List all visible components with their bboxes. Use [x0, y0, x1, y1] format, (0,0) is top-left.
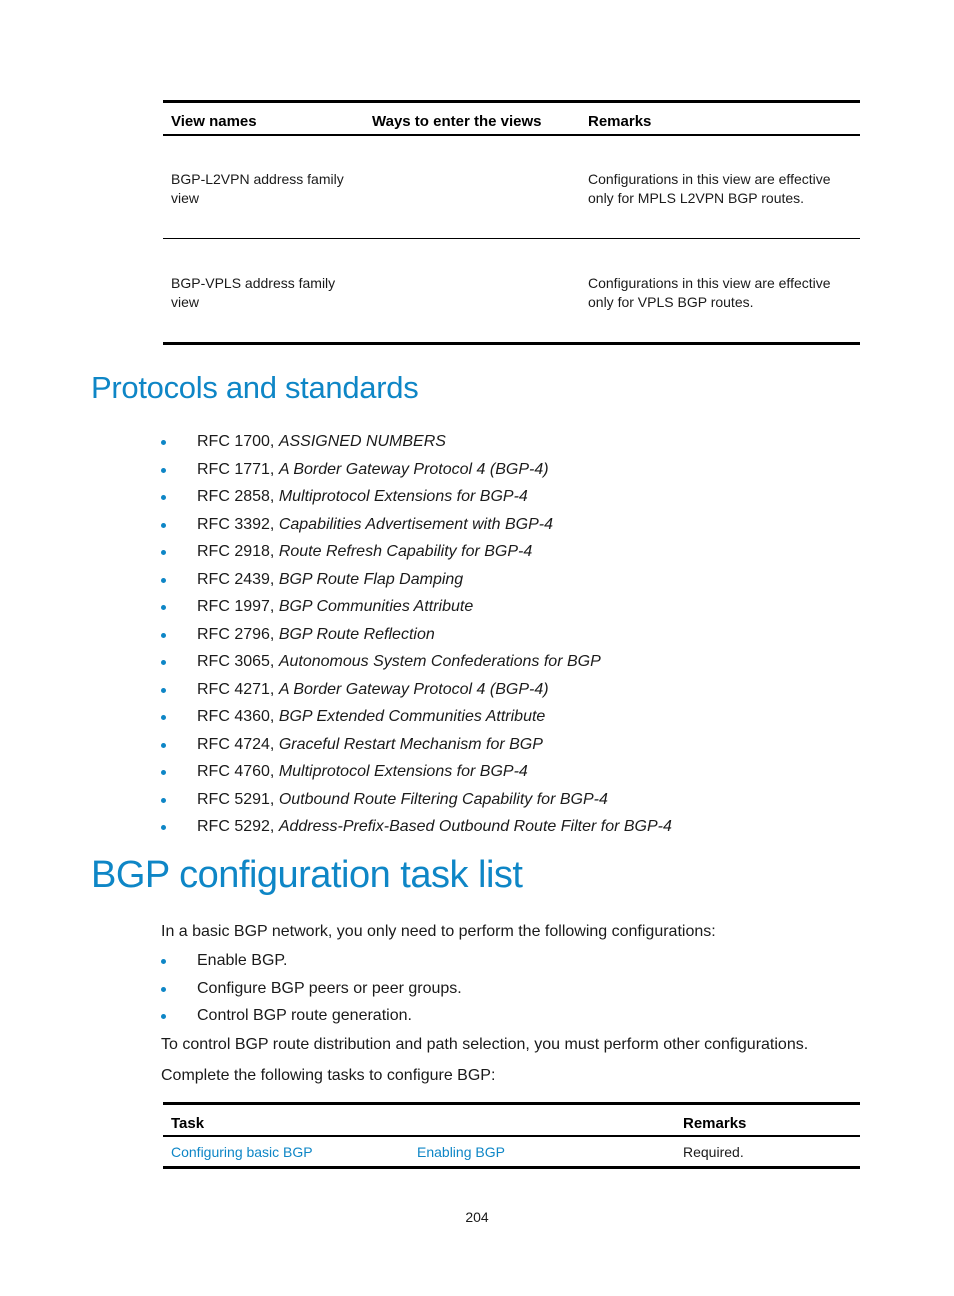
list-item [161, 570, 672, 598]
bullet-icon [161, 440, 166, 445]
rfc-number: RFC 2918, [197, 543, 279, 560]
rfc-title: BGP Extended Communities Attribute [278, 708, 546, 725]
list-item [161, 790, 672, 818]
bullet-icon [161, 550, 166, 555]
bullet-icon [161, 959, 166, 964]
list-item [161, 597, 672, 625]
table-cell-remarks: Required. [683, 1144, 744, 1160]
bullet-icon [161, 798, 166, 803]
header-remarks: Remarks [588, 113, 652, 130]
list-item-text: Control BGP route generation. [197, 1007, 412, 1024]
page-number: 204 [465, 1209, 489, 1225]
list-item [161, 680, 672, 708]
protocols-heading: Protocols and standards [91, 370, 419, 405]
bullet-icon [161, 468, 166, 473]
table-top-rule [163, 1102, 860, 1105]
table-bottom-rule [163, 342, 860, 345]
list-item [161, 1006, 462, 1034]
list-item [161, 487, 672, 515]
list-item [161, 515, 672, 543]
list-item-text: Enable BGP. [197, 952, 288, 969]
rfc-number: RFC 2439, [197, 570, 279, 588]
rfc-number: RFC 2796, [197, 625, 279, 643]
rfc-number: RFC 4271, [197, 680, 279, 698]
header-rule [163, 1135, 860, 1137]
bullet-icon [161, 523, 166, 528]
rfc-title: Graceful Restart Mechanism for BGP [278, 735, 543, 753]
bullet-icon [161, 987, 166, 992]
bullet-icon [161, 495, 166, 500]
link-configuring-basic-bgp[interactable]: Configuring basic BGP [171, 1144, 313, 1160]
rfc-number: RFC 3392, [197, 515, 279, 533]
bullet-icon [161, 1014, 166, 1019]
rfc-number: RFC 1771, [197, 460, 279, 478]
rfc-title: A Border Gateway Protocol 4 (BGP-4) [278, 460, 549, 478]
rfc-title: A Border Gateway Protocol 4 (BGP-4) [278, 680, 549, 698]
rfc-title: Route Refresh Capability for BGP-4 [278, 543, 533, 560]
bullet-icon [161, 578, 166, 583]
list-item [161, 735, 672, 763]
list-item [161, 652, 672, 680]
body-paragraph: To control BGP route distribution and path selection, you must perform other configurations. [161, 1036, 809, 1053]
list-item [161, 625, 672, 653]
rfc-title: Multiprotocol Extensions for BGP-4 [278, 763, 528, 780]
rfc-number: RFC 5291, [197, 790, 279, 808]
header-remarks: Remarks [683, 1115, 747, 1132]
intro-paragraph: In a basic BGP network, you only need to perform the following configurations: [161, 923, 716, 940]
rfc-number: RFC 2858, [197, 488, 279, 505]
rfc-number: RFC 5292, [197, 818, 279, 835]
header-rule [163, 134, 860, 136]
rfc-number: RFC 4760, [197, 763, 279, 780]
link-enabling-bgp[interactable]: Enabling BGP [417, 1144, 505, 1160]
header-ways: Ways to enter the views [372, 113, 542, 130]
rfc-title: Autonomous System Confederations for BGP [278, 653, 601, 670]
rfc-title: BGP Communities Attribute [278, 598, 474, 615]
bullet-icon [161, 688, 166, 693]
body-paragraph: Complete the following tasks to configure BGP: [161, 1067, 496, 1084]
list-item [161, 460, 672, 488]
list-item [161, 762, 672, 790]
list-item [161, 951, 462, 979]
task-list-heading: BGP configuration task list [91, 854, 523, 896]
list-item [161, 542, 672, 570]
list-item [161, 979, 462, 1007]
list-item [161, 432, 672, 460]
bullet-icon [161, 715, 166, 720]
rfc-number: RFC 4360, [197, 708, 279, 725]
bullet-icon [161, 660, 166, 665]
rfc-title: ASSIGNED NUMBERS [278, 433, 446, 450]
rfc-title: BGP Route Flap Damping [278, 570, 464, 588]
basic-config-list [161, 951, 462, 1034]
rfc-title: Multiprotocol Extensions for BGP-4 [278, 488, 528, 505]
rfc-number: RFC 3065, [197, 653, 279, 670]
list-item-text: Configure BGP peers or peer groups. [197, 979, 462, 997]
rfc-title: BGP Route Reflection [278, 625, 435, 643]
header-task: Task [171, 1115, 205, 1132]
bullet-icon [161, 633, 166, 638]
bullet-icon [161, 770, 166, 775]
table-top-rule [163, 100, 860, 103]
rfc-number: RFC 4724, [197, 735, 279, 753]
rfc-title: Outbound Route Filtering Capability for BGP-4 [278, 790, 608, 808]
list-item [161, 817, 672, 845]
table-cell-view-name: BGP-VPLS address family view [171, 275, 336, 310]
row-divider [163, 238, 860, 239]
bullet-icon [161, 825, 166, 830]
table-cell-view-name: BGP-L2VPN address family view [171, 171, 344, 206]
rfc-number: RFC 1700, [197, 433, 279, 450]
bullet-icon [161, 605, 166, 610]
rfc-title: Capabilities Advertisement with BGP-4 [278, 515, 553, 533]
table-cell-remarks: Configurations in this view are effective only for VPLS BGP routes. [588, 275, 831, 310]
list-item [161, 707, 672, 735]
table-cell-remarks: Configurations in this view are effective only for MPLS L2VPN BGP routes. [588, 171, 831, 206]
protocols-list [161, 432, 672, 845]
header-view-names: View names [171, 113, 257, 130]
rfc-title: Address-Prefix-Based Outbound Route Filter for BGP-4 [278, 818, 672, 835]
bullet-icon [161, 743, 166, 748]
table-bottom-rule [163, 1166, 860, 1169]
rfc-number: RFC 1997, [197, 598, 279, 615]
